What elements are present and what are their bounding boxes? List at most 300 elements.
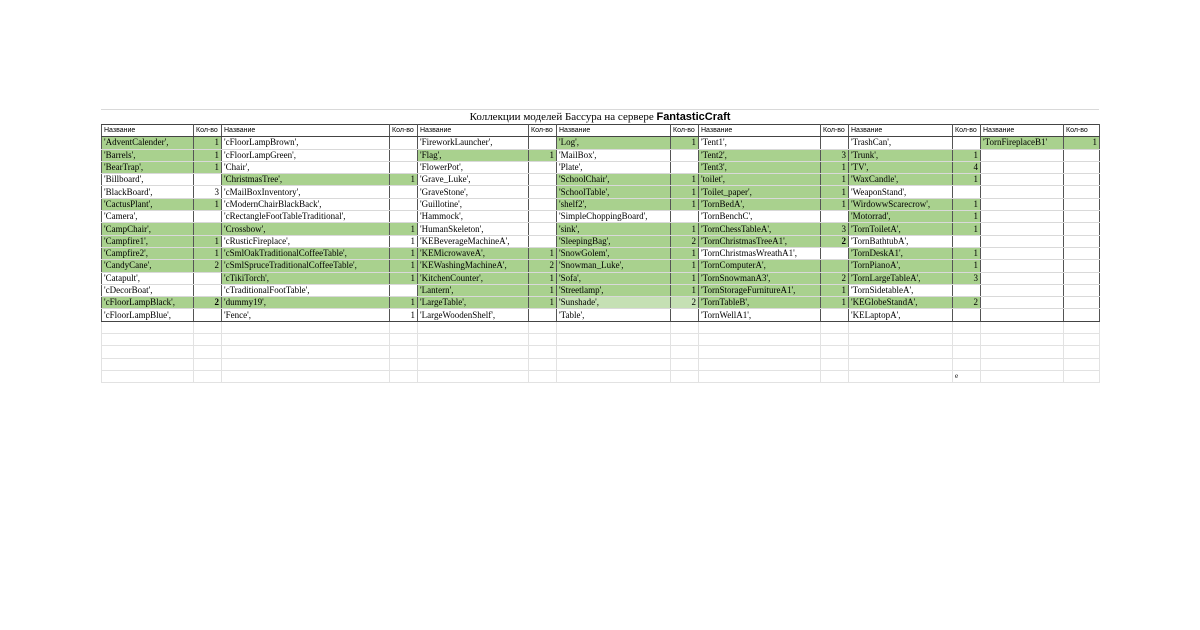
empty-cell[interactable] <box>222 358 390 370</box>
quantity-cell[interactable]: 1 <box>953 260 981 272</box>
model-name-cell[interactable]: 'Streetlamp', <box>557 284 671 296</box>
quantity-cell[interactable]: 1 <box>953 211 981 223</box>
empty-cell[interactable] <box>529 346 557 358</box>
quantity-cell[interactable] <box>529 137 557 149</box>
model-name-cell[interactable]: 'cFloorLampBlack', <box>102 297 194 309</box>
quantity-cell[interactable] <box>821 247 849 259</box>
quantity-cell[interactable] <box>671 161 699 173</box>
quantity-cell[interactable] <box>1064 260 1100 272</box>
model-name-cell[interactable]: 'Campfire1', <box>102 235 194 247</box>
model-name-cell[interactable] <box>981 149 1064 161</box>
quantity-cell[interactable] <box>390 161 418 173</box>
quantity-cell[interactable]: 1 <box>194 137 222 149</box>
model-name-cell[interactable]: 'WirdowwScarecrow', <box>849 198 953 210</box>
quantity-cell[interactable]: 1 <box>671 186 699 198</box>
quantity-cell[interactable]: 1 <box>953 149 981 161</box>
empty-cell[interactable] <box>849 334 953 346</box>
model-name-cell[interactable]: 'LargeTable', <box>418 297 529 309</box>
model-name-cell[interactable]: 'SnowGolem', <box>557 247 671 259</box>
empty-cell[interactable] <box>821 334 849 346</box>
quantity-cell[interactable]: 1 <box>390 260 418 272</box>
quantity-cell[interactable] <box>529 211 557 223</box>
table-row <box>102 211 1100 223</box>
quantity-cell[interactable] <box>529 198 557 210</box>
model-name-cell[interactable]: 'Barrels', <box>102 149 194 161</box>
model-name-cell[interactable]: 'TornChristmasWreathA1', <box>699 247 821 259</box>
quantity-cell[interactable]: 1 <box>821 284 849 296</box>
model-name-cell[interactable]: 'SleepingBag', <box>557 235 671 247</box>
quantity-cell[interactable] <box>1064 247 1100 259</box>
empty-cell[interactable] <box>529 321 557 333</box>
quantity-cell[interactable]: 2 <box>194 260 222 272</box>
empty-cell[interactable] <box>557 346 671 358</box>
quantity-cell[interactable] <box>390 149 418 161</box>
model-name-cell[interactable]: 'TornTableB', <box>699 297 821 309</box>
quantity-cell[interactable] <box>194 174 222 186</box>
quantity-cell[interactable] <box>390 198 418 210</box>
quantity-cell[interactable]: 2 <box>194 297 222 309</box>
empty-cell[interactable] <box>671 346 699 358</box>
model-name-cell[interactable] <box>981 260 1064 272</box>
empty-cell[interactable] <box>102 346 194 358</box>
empty-cell[interactable] <box>222 370 390 382</box>
empty-cell[interactable] <box>671 370 699 382</box>
empty-cell[interactable] <box>699 346 821 358</box>
empty-cell[interactable] <box>102 321 194 333</box>
quantity-cell[interactable]: 1 <box>390 272 418 284</box>
model-name-cell[interactable]: 'ChristmasTree', <box>222 174 390 186</box>
model-name-cell[interactable]: 'Fence', <box>222 309 390 321</box>
model-name-cell[interactable]: 'Tent3', <box>699 161 821 173</box>
quantity-cell[interactable] <box>953 284 981 296</box>
quantity-cell[interactable] <box>1064 211 1100 223</box>
empty-cell[interactable] <box>194 346 222 358</box>
quantity-cell[interactable] <box>529 223 557 235</box>
quantity-cell[interactable] <box>1064 198 1100 210</box>
quantity-cell[interactable]: 1 <box>529 149 557 161</box>
quantity-cell[interactable] <box>1064 235 1100 247</box>
quantity-cell[interactable]: 1 <box>529 297 557 309</box>
quantity-cell[interactable]: 1 <box>953 247 981 259</box>
quantity-cell[interactable] <box>821 260 849 272</box>
model-name-cell[interactable]: 'SchoolChair', <box>557 174 671 186</box>
model-name-cell[interactable]: 'cTikiTorch', <box>222 272 390 284</box>
quantity-cell[interactable] <box>390 137 418 149</box>
model-name-cell[interactable]: 'TV', <box>849 161 953 173</box>
model-name-cell[interactable] <box>981 161 1064 173</box>
quantity-cell[interactable]: 1 <box>671 247 699 259</box>
model-name-cell[interactable]: 'BlackBoard', <box>102 186 194 198</box>
quantity-cell[interactable] <box>194 223 222 235</box>
empty-cell[interactable]: e <box>953 370 981 382</box>
model-name-cell[interactable] <box>981 198 1064 210</box>
model-name-cell[interactable]: 'Flag', <box>418 149 529 161</box>
quantity-cell[interactable] <box>529 309 557 321</box>
model-name-cell[interactable]: 'FireworkLauncher', <box>418 137 529 149</box>
quantity-cell[interactable] <box>671 211 699 223</box>
quantity-cell[interactable]: 1 <box>671 260 699 272</box>
name-header[interactable]: Название <box>981 125 1064 137</box>
quantity-cell[interactable] <box>529 174 557 186</box>
model-name-cell[interactable]: 'sink', <box>557 223 671 235</box>
empty-cell[interactable] <box>953 321 981 333</box>
empty-cell[interactable] <box>557 370 671 382</box>
quantity-cell[interactable] <box>390 284 418 296</box>
model-name-cell[interactable] <box>981 297 1064 309</box>
model-name-cell[interactable]: 'cMailBoxInventory', <box>222 186 390 198</box>
quantity-cell[interactable]: 3 <box>821 223 849 235</box>
empty-cell[interactable] <box>981 334 1064 346</box>
name-header[interactable]: Название <box>102 125 194 137</box>
quantity-cell[interactable] <box>953 235 981 247</box>
name-header[interactable]: Название <box>557 125 671 137</box>
model-name-cell[interactable]: 'TornComputerA', <box>699 260 821 272</box>
model-name-cell[interactable] <box>981 272 1064 284</box>
quantity-cell[interactable] <box>1064 309 1100 321</box>
name-header[interactable]: Название <box>849 125 953 137</box>
quantity-cell[interactable]: 1 <box>671 272 699 284</box>
model-name-cell[interactable]: 'SchoolTable', <box>557 186 671 198</box>
quantity-cell[interactable]: 1 <box>529 284 557 296</box>
empty-cell[interactable] <box>102 334 194 346</box>
quantity-cell[interactable]: 1 <box>194 198 222 210</box>
header-row <box>102 125 1100 137</box>
model-name-cell[interactable]: 'Trunk', <box>849 149 953 161</box>
model-name-cell[interactable]: 'Billboard', <box>102 174 194 186</box>
model-name-cell[interactable]: 'toilet', <box>699 174 821 186</box>
qty-header[interactable]: Кол-во <box>529 125 557 137</box>
empty-cell[interactable] <box>671 358 699 370</box>
empty-cell[interactable] <box>418 321 529 333</box>
empty-cell[interactable] <box>699 370 821 382</box>
model-name-cell[interactable]: 'cTraditionalFootTable', <box>222 284 390 296</box>
qty-header[interactable]: Кол-во <box>194 125 222 137</box>
empty-cell[interactable] <box>390 334 418 346</box>
model-name-cell[interactable]: 'Campfire2', <box>102 247 194 259</box>
empty-cell[interactable] <box>390 346 418 358</box>
model-name-cell[interactable]: 'TornToiletA', <box>849 223 953 235</box>
model-name-cell[interactable]: 'Camera', <box>102 211 194 223</box>
model-name-cell[interactable]: 'TrashCan', <box>849 137 953 149</box>
model-name-cell[interactable]: 'Crossbow', <box>222 223 390 235</box>
model-name-cell[interactable] <box>981 223 1064 235</box>
empty-cell[interactable] <box>1064 334 1100 346</box>
model-name-cell[interactable]: 'TornLargeTableA', <box>849 272 953 284</box>
quantity-cell[interactable] <box>821 211 849 223</box>
empty-cell[interactable] <box>1064 321 1100 333</box>
quantity-cell[interactable] <box>529 186 557 198</box>
quantity-cell[interactable]: 1 <box>390 174 418 186</box>
empty-cell[interactable] <box>849 370 953 382</box>
quantity-cell[interactable] <box>194 211 222 223</box>
empty-cell[interactable] <box>849 346 953 358</box>
quantity-cell[interactable] <box>1064 284 1100 296</box>
model-name-cell[interactable]: 'Snowman_Luke', <box>557 260 671 272</box>
model-name-cell[interactable]: 'shelf2', <box>557 198 671 210</box>
empty-cell[interactable] <box>529 334 557 346</box>
quantity-cell[interactable]: 1 <box>390 235 418 247</box>
empty-cell[interactable] <box>981 370 1064 382</box>
empty-cell[interactable] <box>222 334 390 346</box>
quantity-cell[interactable]: 1 <box>194 247 222 259</box>
empty-cell[interactable] <box>953 346 981 358</box>
quantity-cell[interactable] <box>671 149 699 161</box>
model-name-cell[interactable]: 'FlowerPot', <box>418 161 529 173</box>
quantity-cell[interactable]: 2 <box>671 297 699 309</box>
quantity-cell[interactable]: 1 <box>529 247 557 259</box>
quantity-cell[interactable]: 1 <box>953 174 981 186</box>
model-name-cell[interactable]: 'Table', <box>557 309 671 321</box>
empty-cell[interactable] <box>390 321 418 333</box>
empty-cell[interactable] <box>821 370 849 382</box>
quantity-cell[interactable]: 1 <box>194 235 222 247</box>
quantity-cell[interactable]: 1 <box>194 149 222 161</box>
quantity-cell[interactable] <box>671 309 699 321</box>
model-name-cell[interactable]: 'cSmlSpruceTraditionalCoffeeTable', <box>222 260 390 272</box>
empty-cell[interactable] <box>194 334 222 346</box>
model-name-cell[interactable]: 'TornBedA', <box>699 198 821 210</box>
empty-cell[interactable] <box>981 358 1064 370</box>
empty-cell[interactable] <box>222 321 390 333</box>
qty-header[interactable]: Кол-во <box>821 125 849 137</box>
empty-cell[interactable] <box>194 321 222 333</box>
quantity-cell[interactable] <box>953 309 981 321</box>
quantity-cell[interactable]: 1 <box>671 223 699 235</box>
quantity-cell[interactable] <box>1064 223 1100 235</box>
quantity-cell[interactable]: 1 <box>821 186 849 198</box>
model-name-cell[interactable]: 'cModernChairBlackBack', <box>222 198 390 210</box>
quantity-cell[interactable] <box>1064 272 1100 284</box>
quantity-cell[interactable]: 1 <box>390 223 418 235</box>
model-name-cell[interactable]: 'Chair', <box>222 161 390 173</box>
model-name-cell[interactable]: 'TornPianoA', <box>849 260 953 272</box>
empty-cell[interactable] <box>557 321 671 333</box>
quantity-cell[interactable]: 1 <box>821 174 849 186</box>
model-name-cell[interactable]: 'Lantern', <box>418 284 529 296</box>
empty-cell[interactable] <box>821 358 849 370</box>
qty-header[interactable]: Кол-во <box>390 125 418 137</box>
quantity-cell[interactable]: 1 <box>1064 137 1100 149</box>
model-name-cell[interactable]: 'TornFireplaceB1' <box>981 137 1064 149</box>
quantity-cell[interactable]: 3 <box>194 186 222 198</box>
empty-cell[interactable] <box>418 334 529 346</box>
model-name-cell[interactable]: 'TornBenchC', <box>699 211 821 223</box>
table-row <box>102 272 1100 284</box>
model-name-cell[interactable]: 'Catapult', <box>102 272 194 284</box>
empty-cell[interactable] <box>849 321 953 333</box>
model-name-cell[interactable]: 'TornBathtubA', <box>849 235 953 247</box>
quantity-cell[interactable] <box>821 309 849 321</box>
empty-cell[interactable] <box>102 358 194 370</box>
model-name-cell[interactable]: 'cRectangleFootTableTraditional', <box>222 211 390 223</box>
qty-header[interactable]: Кол-во <box>953 125 981 137</box>
model-name-cell[interactable]: 'Log', <box>557 137 671 149</box>
model-name-cell[interactable]: 'SimpleChoppingBoard', <box>557 211 671 223</box>
model-name-cell[interactable]: 'WaxCandle', <box>849 174 953 186</box>
quantity-cell[interactable]: 1 <box>821 198 849 210</box>
quantity-cell[interactable]: 2 <box>821 272 849 284</box>
quantity-cell[interactable]: 1 <box>953 223 981 235</box>
model-name-cell[interactable] <box>981 186 1064 198</box>
empty-cell[interactable] <box>557 358 671 370</box>
name-header[interactable]: Название <box>418 125 529 137</box>
model-name-cell[interactable]: 'KEGlobeStandA', <box>849 297 953 309</box>
model-name-cell[interactable]: 'Plate', <box>557 161 671 173</box>
model-name-cell[interactable]: 'TornChessTableA', <box>699 223 821 235</box>
model-name-cell[interactable]: 'TornStorageFurnitureA1', <box>699 284 821 296</box>
quantity-cell[interactable]: 1 <box>194 161 222 173</box>
model-name-cell[interactable]: 'KEMicrowaveA', <box>418 247 529 259</box>
empty-cell[interactable] <box>418 358 529 370</box>
quantity-cell[interactable]: 1 <box>671 174 699 186</box>
quantity-cell[interactable] <box>1064 161 1100 173</box>
model-name-cell[interactable]: 'Guillotine', <box>418 198 529 210</box>
model-name-cell[interactable]: 'TornSidetableA', <box>849 284 953 296</box>
qty-header[interactable]: Кол-во <box>1064 125 1100 137</box>
model-name-cell[interactable]: 'TornDeskA1', <box>849 247 953 259</box>
quantity-cell[interactable]: 2 <box>953 297 981 309</box>
empty-cell[interactable] <box>699 358 821 370</box>
empty-cell[interactable] <box>557 334 671 346</box>
quantity-cell[interactable] <box>194 309 222 321</box>
empty-cell[interactable] <box>821 321 849 333</box>
empty-cell[interactable] <box>418 370 529 382</box>
model-name-cell[interactable]: 'KEWashingMachineA', <box>418 260 529 272</box>
quantity-cell[interactable] <box>390 211 418 223</box>
quantity-cell[interactable]: 1 <box>529 272 557 284</box>
model-name-cell[interactable]: 'cFloorLampBlue', <box>102 309 194 321</box>
empty-cell[interactable] <box>821 346 849 358</box>
quantity-cell[interactable] <box>1064 297 1100 309</box>
empty-cell[interactable] <box>529 370 557 382</box>
model-name-cell[interactable]: 'LargeWoodenShelf', <box>418 309 529 321</box>
model-name-cell[interactable]: 'Grave_Luke', <box>418 174 529 186</box>
model-name-cell[interactable]: 'HumanSkeleton', <box>418 223 529 235</box>
quantity-cell[interactable]: 1 <box>671 284 699 296</box>
model-name-cell[interactable]: 'cSmlOakTraditionalCoffeeTable', <box>222 247 390 259</box>
empty-cell[interactable] <box>390 370 418 382</box>
model-name-cell[interactable]: 'MailBox', <box>557 149 671 161</box>
model-name-cell[interactable]: 'cDecorBoat', <box>102 284 194 296</box>
empty-cell[interactable] <box>981 321 1064 333</box>
model-name-cell[interactable]: 'CampChair', <box>102 223 194 235</box>
quantity-cell[interactable]: 1 <box>671 198 699 210</box>
quantity-cell[interactable]: 1 <box>390 247 418 259</box>
empty-cell[interactable] <box>102 370 194 382</box>
quantity-cell[interactable]: 1 <box>821 297 849 309</box>
empty-cell[interactable] <box>390 358 418 370</box>
model-name-cell[interactable]: 'TornSnowmanA3', <box>699 272 821 284</box>
empty-cell[interactable] <box>194 370 222 382</box>
model-name-cell[interactable]: 'TornWellA1', <box>699 309 821 321</box>
quantity-cell[interactable]: 2 <box>821 235 849 247</box>
table-body <box>102 125 1100 322</box>
model-name-cell[interactable] <box>981 247 1064 259</box>
model-name-cell[interactable]: 'KEBeverageMachineA', <box>418 235 529 247</box>
quantity-cell[interactable] <box>953 137 981 149</box>
model-name-cell[interactable]: 'KitchenCounter', <box>418 272 529 284</box>
quantity-cell[interactable]: 3 <box>953 272 981 284</box>
quantity-cell[interactable] <box>953 186 981 198</box>
empty-cell[interactable] <box>953 334 981 346</box>
quantity-cell[interactable]: 1 <box>390 309 418 321</box>
model-name-cell[interactable]: 'cFloorLampGreen', <box>222 149 390 161</box>
empty-cell[interactable] <box>529 358 557 370</box>
empty-cell[interactable] <box>1064 346 1100 358</box>
name-header[interactable]: Название <box>222 125 390 137</box>
empty-cell[interactable] <box>981 346 1064 358</box>
quantity-cell[interactable] <box>194 284 222 296</box>
model-name-cell[interactable]: 'Sofa', <box>557 272 671 284</box>
empty-cell[interactable] <box>1064 370 1100 382</box>
model-name-cell[interactable] <box>981 284 1064 296</box>
quantity-cell[interactable]: 3 <box>821 149 849 161</box>
quantity-cell[interactable] <box>821 137 849 149</box>
empty-cell[interactable] <box>953 358 981 370</box>
model-name-cell[interactable]: 'CactusPlant', <box>102 198 194 210</box>
quantity-cell[interactable]: 4 <box>953 161 981 173</box>
quantity-cell[interactable] <box>1064 174 1100 186</box>
model-name-cell[interactable]: 'AdventCalender', <box>102 137 194 149</box>
quantity-cell[interactable]: 2 <box>529 260 557 272</box>
model-name-cell[interactable]: 'TornChristmasTreeA1', <box>699 235 821 247</box>
model-name-cell[interactable]: 'Sunshade', <box>557 297 671 309</box>
empty-cell[interactable] <box>418 346 529 358</box>
model-name-cell[interactable]: 'cRusticFireplace', <box>222 235 390 247</box>
model-name-cell[interactable]: 'KELaptopA', <box>849 309 953 321</box>
quantity-cell[interactable]: 2 <box>671 235 699 247</box>
empty-row <box>102 358 1100 370</box>
model-name-cell[interactable]: 'GraveStone', <box>418 186 529 198</box>
model-name-cell[interactable]: 'Tent1', <box>699 137 821 149</box>
model-name-cell[interactable]: 'Motorrad', <box>849 211 953 223</box>
qty-header[interactable]: Кол-во <box>671 125 699 137</box>
quantity-cell[interactable] <box>1064 186 1100 198</box>
quantity-cell[interactable] <box>1064 149 1100 161</box>
empty-cell[interactable] <box>671 334 699 346</box>
quantity-cell[interactable]: 1 <box>390 297 418 309</box>
model-name-cell[interactable]: 'Tent2', <box>699 149 821 161</box>
quantity-cell[interactable] <box>529 161 557 173</box>
model-name-cell[interactable]: 'CandyCane', <box>102 260 194 272</box>
model-name-cell[interactable] <box>981 309 1064 321</box>
model-name-cell[interactable] <box>981 211 1064 223</box>
empty-cell[interactable] <box>849 358 953 370</box>
empty-cell[interactable] <box>222 346 390 358</box>
empty-cell[interactable] <box>1064 358 1100 370</box>
model-name-cell[interactable] <box>981 174 1064 186</box>
table-row <box>102 198 1100 210</box>
model-name-cell[interactable]: 'BearTrap', <box>102 161 194 173</box>
empty-cell[interactable] <box>699 334 821 346</box>
quantity-cell[interactable]: 1 <box>671 137 699 149</box>
model-name-cell[interactable]: 'WeaponStand', <box>849 186 953 198</box>
model-name-cell[interactable]: 'dummy19', <box>222 297 390 309</box>
quantity-cell[interactable]: 1 <box>953 198 981 210</box>
quantity-cell[interactable] <box>390 186 418 198</box>
model-name-cell[interactable]: 'cFloorLampBrown', <box>222 137 390 149</box>
quantity-cell[interactable] <box>529 235 557 247</box>
name-header[interactable]: Название <box>699 125 821 137</box>
model-name-cell[interactable]: 'Toilet_paper', <box>699 186 821 198</box>
model-name-cell[interactable]: 'Hammock', <box>418 211 529 223</box>
empty-cell[interactable] <box>194 358 222 370</box>
model-name-cell[interactable] <box>981 235 1064 247</box>
empty-cell[interactable] <box>699 321 821 333</box>
quantity-cell[interactable] <box>194 272 222 284</box>
quantity-cell[interactable]: 1 <box>821 161 849 173</box>
empty-cell[interactable] <box>671 321 699 333</box>
